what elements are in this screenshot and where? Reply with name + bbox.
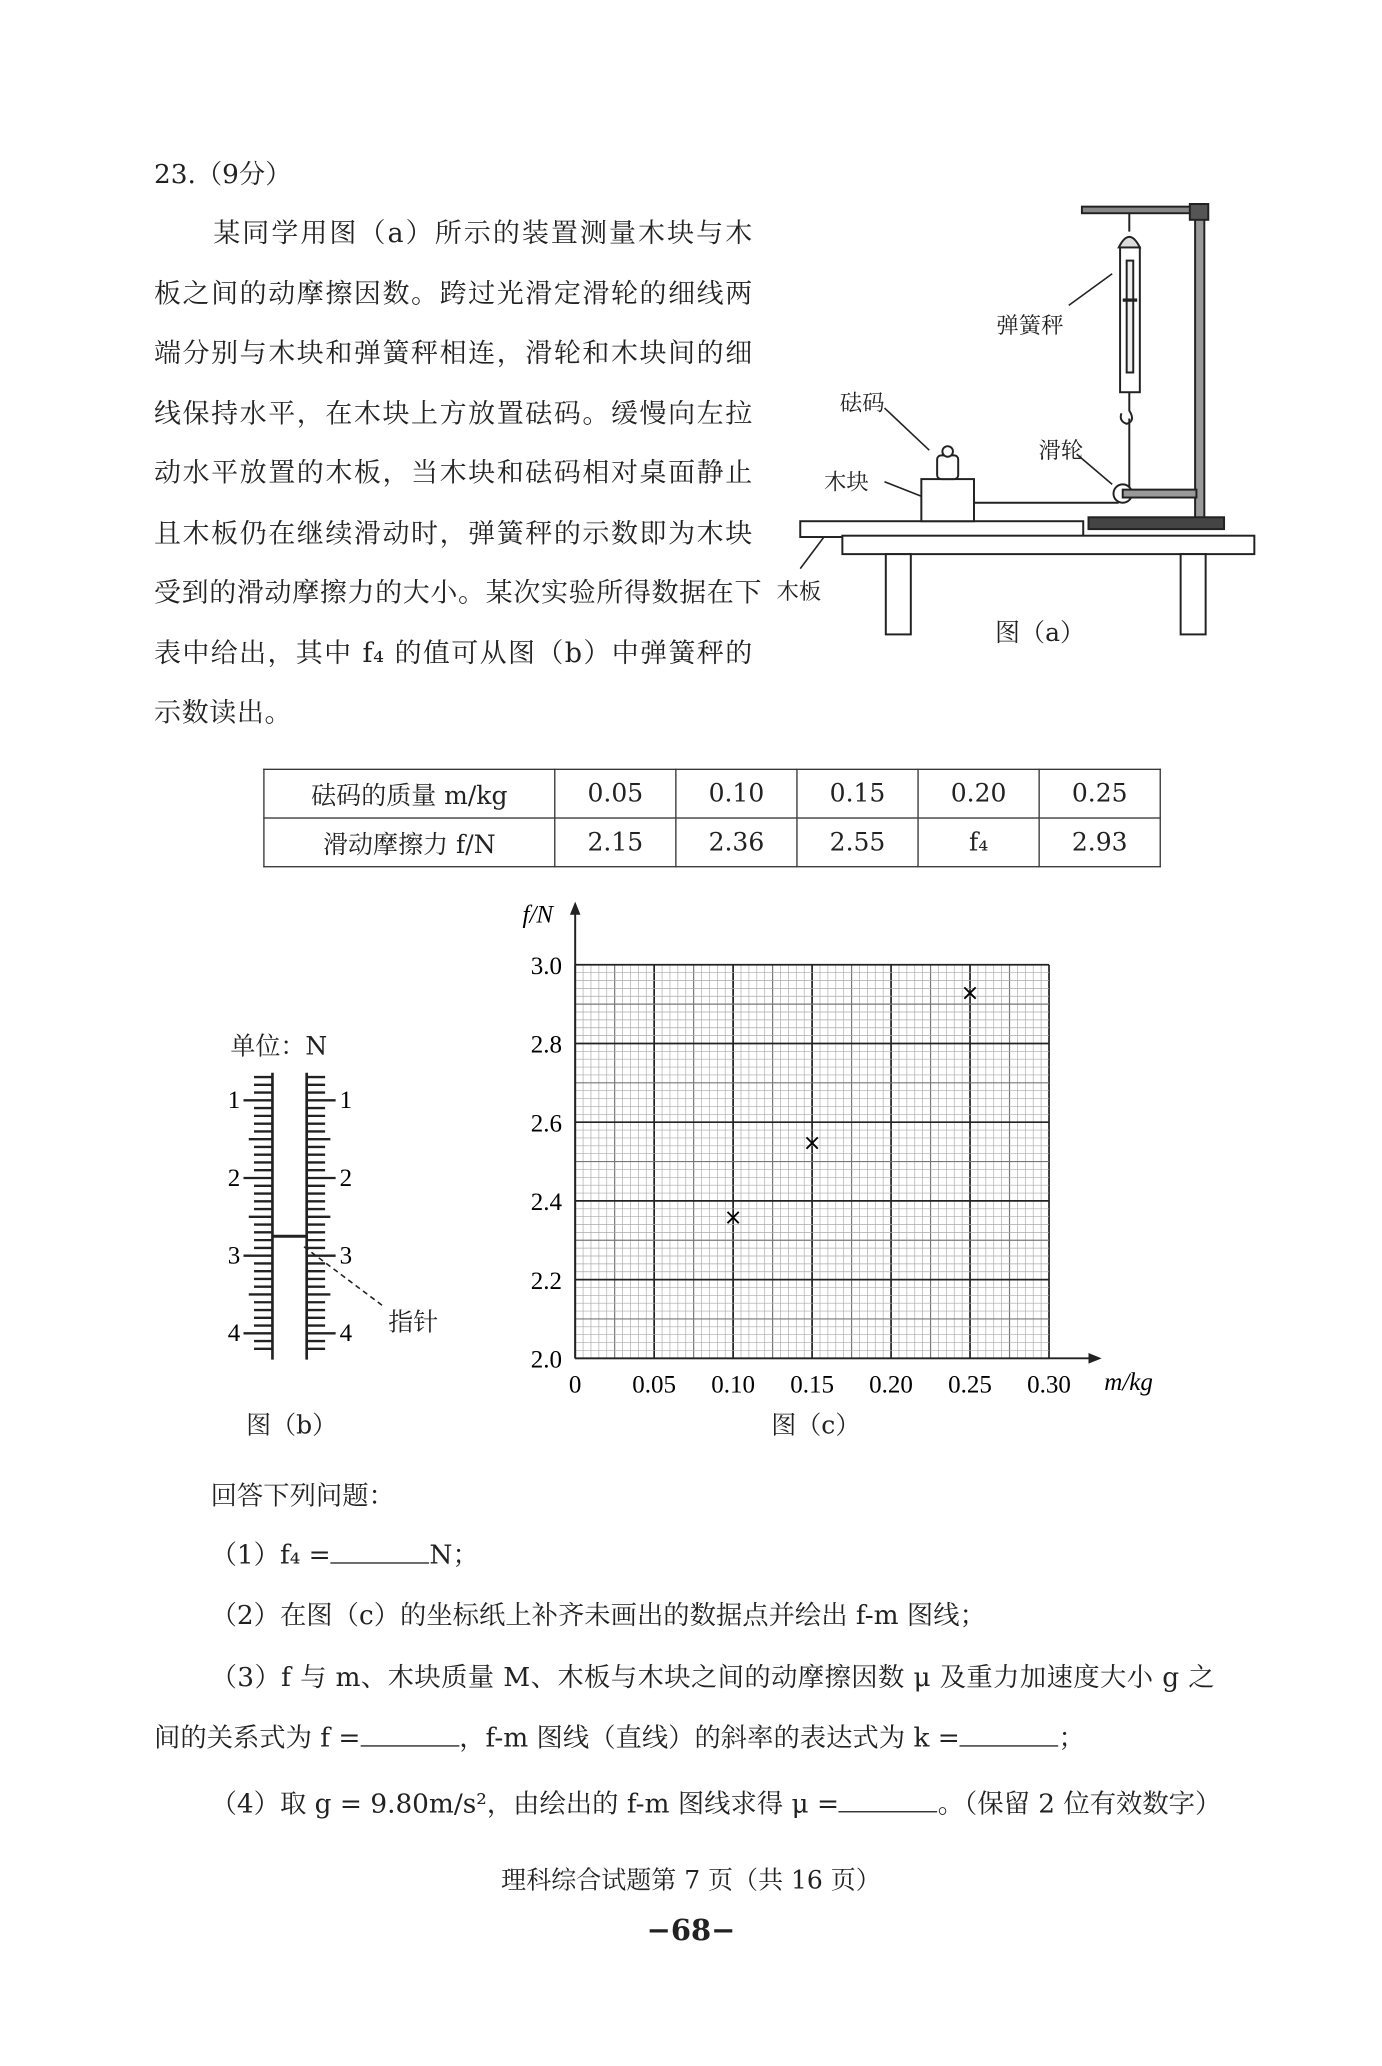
label-pulley: 滑轮 [1038,438,1084,465]
paragraph-line: 端分别与木块和弹簧秤相连，滑轮和木块间的细 [153,336,753,369]
stand-horizontal-rod [1082,207,1203,214]
table-cell: 0.25 [1039,769,1160,818]
x-tick-label: 0.20 [869,1371,913,1399]
y-tick-label: 2.6 [530,1110,563,1138]
table-cell: 0.15 [797,769,918,818]
q4-text-b: 。（保留 2 位有效数字） [937,1787,1222,1819]
scale-label: 2 [227,1164,241,1192]
row-header: 砝码的质量 m/kg [264,769,555,818]
y-tick-label: 2.0 [530,1346,563,1374]
paragraph-line: 某同学用图（a）所示的装置测量木块与木 [213,217,753,249]
label-weight: 砝码 [839,390,885,418]
paragraph-line: 且木板仍在继续滑动时，弹簧秤的示数即为木块 [153,516,753,549]
row-header: 滑动摩擦力 f/N [264,818,555,867]
table-cell: 2.93 [1039,818,1160,867]
table-row [264,818,1160,867]
scale-label: 4 [227,1320,241,1348]
answer-blank [960,1722,1059,1747]
data-table [263,769,1161,868]
scale-label: 1 [227,1087,241,1115]
question-2: （2）在图（c）的坐标纸上补齐未画出的数据点并绘出 f-m 图线； [210,1599,986,1631]
table-cell: 0.20 [918,769,1039,818]
figure-a-apparatus [763,197,1276,651]
question-1 [211,1533,479,1571]
footer-page-info: 理科综合试题第 7 页（共 16 页） [501,1866,881,1896]
x-axis-arrow [1088,1353,1101,1364]
answer-blank [360,1722,459,1747]
answer-blank [331,1539,430,1564]
pointer-label: 指针 [388,1308,439,1338]
unit-label: 单位：N [230,1031,328,1061]
f-m-chart [500,888,1184,1414]
table-row [264,769,1160,818]
y-tick-label: 3.0 [530,952,563,980]
scale-label: 4 [339,1320,353,1348]
q3-text-a: 间的关系式为 f = [153,1721,361,1754]
stand-vertical-rod [1195,204,1204,520]
stand-base [1088,517,1224,529]
figure-b-caption: 图（b） [246,1410,338,1440]
data-point: × [960,980,980,1007]
scale-label: 1 [339,1087,353,1115]
y-axis-arrow [570,902,581,915]
paragraph-line: 动水平放置的木板，当木块和砝码相对桌面静止 [153,456,753,489]
scale-label: 3 [227,1242,241,1270]
x-axis-label: m/kg [1104,1368,1153,1396]
questions-intro: 回答下列问题： [210,1479,395,1511]
question-3-line-1: （3）f 与 m、木块质量 M、木板与木块之间的动摩擦因数 μ 及重力加速度大小 g 之 [210,1661,1215,1693]
paragraph-line: 表中给出，其中 f₄ 的值可从图（b）中弹簧秤的 [153,636,753,668]
table-cell: 0.10 [676,769,797,818]
wooden-block [921,479,974,521]
wooden-board [800,521,1083,537]
q3-text-b: ，f-m 图线（直线）的斜率的表达式为 k = [459,1721,960,1754]
table-cell: f₄ [918,818,1039,867]
footer-page-number: −68− [646,1913,736,1948]
x-tick-label: 0.15 [790,1371,834,1399]
spring-scale-reading [197,1060,408,1376]
q3-text-c: ； [1058,1721,1085,1754]
x-tick-label: 0 [568,1371,582,1399]
paragraph-line: 线保持水平，在木块上方放置砝码。缓慢向左拉 [153,396,753,429]
question-number: 23.（9分） [153,157,292,190]
x-tick-label: 0.05 [632,1371,677,1399]
y-axis-label: f/N [522,901,554,929]
data-point: × [802,1129,822,1156]
x-tick-label: 0.25 [948,1371,992,1399]
answer-blank [839,1787,938,1812]
table-cell: 2.55 [797,818,918,867]
figure-c-caption: 图（c） [771,1410,861,1440]
y-tick-label: 2.8 [530,1031,563,1059]
x-tick-label: 0.30 [1027,1371,1071,1399]
scale-label: 3 [339,1242,353,1270]
q4-text-a: （4）取 g = 9.80m/s²，由绘出的 f-m 图线求得 μ = [210,1787,840,1819]
table-cell: 2.36 [676,818,797,867]
paragraph-line: 板之间的动摩擦因数。跨过光滑定滑轮的细线两 [153,277,753,309]
label-board: 木板 [776,579,822,606]
question-3-line-2 [154,1716,1085,1754]
label-spring-scale: 弹簧秤 [996,313,1064,340]
question-4 [211,1782,1222,1820]
paragraph-line: 受到的滑动摩擦力的大小。某次实验所得数据在下 [153,576,763,609]
y-tick-label: 2.4 [530,1189,563,1217]
paragraph-line: 示数读出。 [153,696,293,728]
y-tick-label: 2.2 [530,1267,563,1295]
figure-a-caption: 图（a） [995,618,1085,648]
weight [937,455,958,479]
q1-suffix: N； [429,1538,479,1571]
table-top [842,536,1254,554]
label-block: 木块 [823,469,869,497]
table-cell: 0.05 [555,769,676,818]
data-point: × [723,1204,743,1231]
q1-text: （1）f₄ = [210,1538,331,1571]
table-cell: 2.15 [555,818,676,867]
scale-label: 2 [339,1164,353,1192]
x-tick-label: 0.10 [711,1371,755,1399]
